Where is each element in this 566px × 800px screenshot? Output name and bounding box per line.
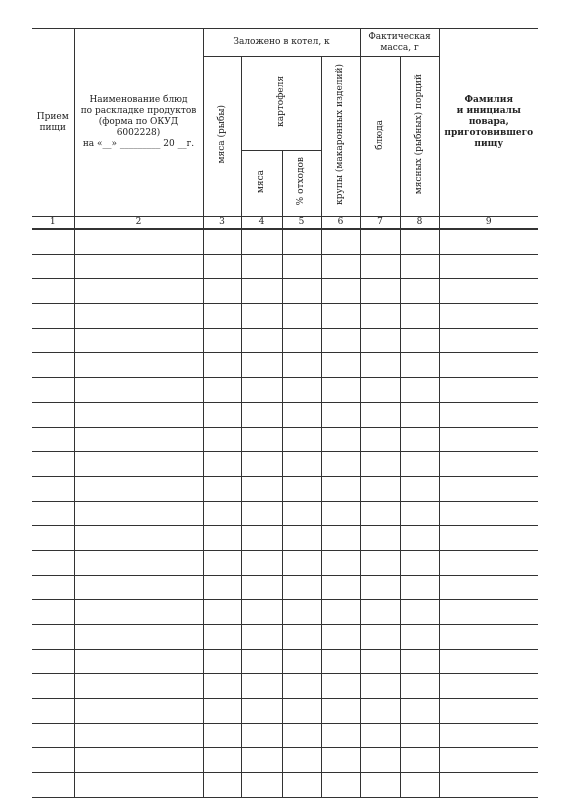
- table-cell-col-2[interactable]: [74, 649, 203, 674]
- header-meal-label: Прием пищи: [36, 111, 69, 133]
- header-cook-line5: пищу: [474, 139, 504, 149]
- table-cell-col-8[interactable]: [400, 649, 439, 674]
- header-laid-group: [203, 29, 360, 57]
- table-cell-col-7[interactable]: [360, 649, 400, 674]
- table-cell-col-2[interactable]: [74, 353, 203, 378]
- table-cell-col-2[interactable]: [74, 427, 203, 452]
- table-cell-col-2[interactable]: [74, 378, 203, 403]
- table-cell-col-6[interactable]: [321, 229, 360, 254]
- table-cell-col-8[interactable]: [400, 229, 439, 254]
- table-row: [32, 773, 538, 798]
- table-cell-col-3[interactable]: [203, 378, 241, 403]
- table-row: [32, 452, 538, 477]
- table-cell-col-1[interactable]: [32, 625, 74, 650]
- table-cell-col-1[interactable]: [32, 550, 74, 575]
- table-cell-col-5[interactable]: [282, 328, 321, 353]
- table-cell-col-7[interactable]: [360, 550, 400, 575]
- header-actual-line1: Фактическая: [368, 31, 431, 42]
- table-cell-col-8[interactable]: [400, 476, 439, 501]
- table-cell-col-1[interactable]: [32, 229, 74, 254]
- table-cell-col-1[interactable]: [32, 526, 74, 551]
- table-cell-col-4[interactable]: [241, 229, 282, 254]
- table-cell-col-5[interactable]: [282, 699, 321, 724]
- header-cook-line2: и инициалы: [456, 106, 521, 116]
- table-cell-col-8[interactable]: [400, 402, 439, 427]
- header-meat-fish-label: мяса (рыбы): [216, 105, 227, 164]
- table-cell-col-9[interactable]: [439, 501, 538, 526]
- table-cell-col-9[interactable]: [439, 476, 538, 501]
- table-cell-col-6[interactable]: [321, 625, 360, 650]
- header-potatoes: [241, 57, 321, 151]
- table-cell-col-7[interactable]: [360, 501, 400, 526]
- table-cell-col-9[interactable]: [439, 452, 538, 477]
- table-cell-col-4[interactable]: [241, 378, 282, 403]
- table-cell-col-3[interactable]: [203, 600, 241, 625]
- table-row: [32, 625, 538, 650]
- table-cell-col-3[interactable]: [203, 452, 241, 477]
- table-cell-col-4[interactable]: [241, 304, 282, 329]
- table-cell-col-3[interactable]: [203, 476, 241, 501]
- table-cell-col-4[interactable]: [241, 254, 282, 279]
- table-row: [32, 501, 538, 526]
- table-cell-col-2[interactable]: [74, 600, 203, 625]
- table-cell-col-5[interactable]: [282, 773, 321, 798]
- table-cell-col-3[interactable]: [203, 353, 241, 378]
- header-dish-name-line1: Наименование блюд: [89, 95, 188, 105]
- table-cell-col-3[interactable]: [203, 526, 241, 551]
- table-cell-col-7[interactable]: [360, 625, 400, 650]
- table-cell-col-5[interactable]: [282, 600, 321, 625]
- table-cell-col-6[interactable]: [321, 279, 360, 304]
- table-cell-col-7[interactable]: [360, 699, 400, 724]
- table-cell-col-9[interactable]: [439, 229, 538, 254]
- table-cell-col-7[interactable]: [360, 476, 400, 501]
- table-cell-col-4[interactable]: [241, 748, 282, 773]
- table-cell-col-1[interactable]: [32, 575, 74, 600]
- table-cell-col-5[interactable]: [282, 353, 321, 378]
- table-cell-col-5[interactable]: [282, 674, 321, 699]
- header-potatoes-waste-label: % отходов: [296, 157, 306, 206]
- table-row: [32, 674, 538, 699]
- table-cell-col-1[interactable]: [32, 328, 74, 353]
- table-cell-col-2[interactable]: [74, 674, 203, 699]
- table-cell-col-1[interactable]: [32, 402, 74, 427]
- table-cell-col-6[interactable]: [321, 748, 360, 773]
- journal-form: [32, 28, 538, 798]
- table-row: [32, 723, 538, 748]
- table-cell-col-4[interactable]: [241, 526, 282, 551]
- table-cell-col-9[interactable]: [439, 575, 538, 600]
- table-cell-col-5[interactable]: [282, 427, 321, 452]
- header-cook-line3: повара,: [468, 117, 509, 127]
- table-cell-col-6[interactable]: [321, 353, 360, 378]
- table-cell-col-3[interactable]: [203, 723, 241, 748]
- header-meal: [32, 29, 74, 217]
- table-cell-col-1[interactable]: [32, 476, 74, 501]
- table-cell-col-8[interactable]: [400, 427, 439, 452]
- table-cell-col-6[interactable]: [321, 575, 360, 600]
- table-cell-col-8[interactable]: [400, 501, 439, 526]
- table-cell-col-9[interactable]: [439, 353, 538, 378]
- table-cell-col-4[interactable]: [241, 575, 282, 600]
- table-cell-col-2[interactable]: [74, 575, 203, 600]
- header-row-1: [32, 29, 538, 57]
- table-row: [32, 699, 538, 724]
- table-cell-col-1[interactable]: [32, 452, 74, 477]
- table-cell-col-7[interactable]: [360, 575, 400, 600]
- table-cell-col-5[interactable]: [282, 550, 321, 575]
- table-cell-col-1[interactable]: [32, 378, 74, 403]
- table-cell-col-1[interactable]: [32, 649, 74, 674]
- table-cell-col-1[interactable]: [32, 600, 74, 625]
- table-cell-col-4[interactable]: [241, 600, 282, 625]
- table-cell-col-4[interactable]: [241, 649, 282, 674]
- table-cell-col-6[interactable]: [321, 254, 360, 279]
- table-cell-col-1[interactable]: [32, 674, 74, 699]
- table-cell-col-1[interactable]: [32, 427, 74, 452]
- header-meat-fish: [203, 57, 241, 217]
- table-row: [32, 550, 538, 575]
- column-number-3: 3: [203, 217, 241, 230]
- table-cell-col-5[interactable]: [282, 748, 321, 773]
- header-potatoes-label: картофеля: [275, 76, 286, 127]
- table-cell-col-8[interactable]: [400, 254, 439, 279]
- header-cereals: [321, 57, 360, 217]
- table-cell-col-5[interactable]: [282, 254, 321, 279]
- table-cell-col-2[interactable]: [74, 625, 203, 650]
- header-portions: [400, 57, 439, 217]
- table-cell-col-1[interactable]: [32, 723, 74, 748]
- table-cell-col-9[interactable]: [439, 402, 538, 427]
- table-cell-col-8[interactable]: [400, 625, 439, 650]
- table-cell-col-8[interactable]: [400, 328, 439, 353]
- table-row: [32, 353, 538, 378]
- table-cell-col-4[interactable]: [241, 723, 282, 748]
- table-cell-col-7[interactable]: [360, 748, 400, 773]
- table-cell-col-6[interactable]: [321, 773, 360, 798]
- table-cell-col-9[interactable]: [439, 279, 538, 304]
- table-cell-col-7[interactable]: [360, 723, 400, 748]
- table-cell-col-7[interactable]: [360, 452, 400, 477]
- header-actual-group: [360, 29, 439, 57]
- table-cell-col-3[interactable]: [203, 550, 241, 575]
- table-cell-col-3[interactable]: [203, 304, 241, 329]
- table-cell-col-7[interactable]: [360, 402, 400, 427]
- table-cell-col-1[interactable]: [32, 353, 74, 378]
- table-cell-col-5[interactable]: [282, 575, 321, 600]
- table-cell-col-3[interactable]: [203, 254, 241, 279]
- header-potatoes-meat-label: мяса: [256, 169, 266, 194]
- table-cell-col-3[interactable]: [203, 575, 241, 600]
- table-cell-col-5[interactable]: [282, 304, 321, 329]
- table-row: [32, 748, 538, 773]
- table-cell-col-9[interactable]: [439, 723, 538, 748]
- table-cell-col-9[interactable]: [439, 304, 538, 329]
- table-cell-col-7[interactable]: [360, 674, 400, 699]
- table-row: [32, 304, 538, 329]
- table-cell-col-2[interactable]: [74, 254, 203, 279]
- table-cell-col-4[interactable]: [241, 550, 282, 575]
- table-cell-col-8[interactable]: [400, 773, 439, 798]
- header-cook: [439, 29, 538, 217]
- table-cell-col-2[interactable]: [74, 501, 203, 526]
- table-cell-col-6[interactable]: [321, 674, 360, 699]
- column-number-7: 7: [360, 217, 400, 230]
- table-cell-col-9[interactable]: [439, 254, 538, 279]
- table-cell-col-2[interactable]: [74, 526, 203, 551]
- table-cell-col-9[interactable]: [439, 649, 538, 674]
- header-portions-label: мясных (рыбных) порций: [414, 74, 425, 195]
- table-cell-col-6[interactable]: [321, 723, 360, 748]
- table-cell-col-9[interactable]: [439, 625, 538, 650]
- table-cell-col-4[interactable]: [241, 625, 282, 650]
- table-cell-col-6[interactable]: [321, 452, 360, 477]
- table-cell-col-3[interactable]: [203, 625, 241, 650]
- table-cell-col-4[interactable]: [241, 501, 282, 526]
- table-cell-col-8[interactable]: [400, 304, 439, 329]
- table-cell-col-4[interactable]: [241, 476, 282, 501]
- table-cell-col-4[interactable]: [241, 402, 282, 427]
- table-cell-col-8[interactable]: [400, 723, 439, 748]
- table-cell-col-9[interactable]: [439, 748, 538, 773]
- table-cell-col-4[interactable]: [241, 328, 282, 353]
- table-cell-col-1[interactable]: [32, 773, 74, 798]
- table-row: [32, 279, 538, 304]
- table-cell-col-7[interactable]: [360, 304, 400, 329]
- table-cell-col-6[interactable]: [321, 304, 360, 329]
- table-cell-col-5[interactable]: [282, 649, 321, 674]
- table-cell-col-6[interactable]: [321, 328, 360, 353]
- table-cell-col-6[interactable]: [321, 427, 360, 452]
- table-row: [32, 328, 538, 353]
- header-cereals-label: крупы (макаронных изделий): [335, 64, 346, 205]
- header-potatoes-waste: [282, 151, 321, 217]
- table-cell-col-9[interactable]: [439, 550, 538, 575]
- table-cell-col-8[interactable]: [400, 452, 439, 477]
- table-cell-col-2[interactable]: [74, 723, 203, 748]
- table-cell-col-6[interactable]: [321, 649, 360, 674]
- table-row: [32, 600, 538, 625]
- header-cook-line4: приготовившего: [444, 128, 534, 138]
- table-cell-col-3[interactable]: [203, 699, 241, 724]
- table-cell-col-4[interactable]: [241, 773, 282, 798]
- table-cell-col-6[interactable]: [321, 699, 360, 724]
- table-cell-col-7[interactable]: [360, 279, 400, 304]
- table-cell-col-1[interactable]: [32, 279, 74, 304]
- table-cell-col-9[interactable]: [439, 600, 538, 625]
- table-cell-col-9[interactable]: [439, 427, 538, 452]
- table-cell-col-7[interactable]: [360, 600, 400, 625]
- header-laid-group-label: Заложено в котел, к: [233, 37, 330, 47]
- table-cell-col-5[interactable]: [282, 526, 321, 551]
- table-cell-col-7[interactable]: [360, 526, 400, 551]
- table-cell-col-4[interactable]: [241, 427, 282, 452]
- table-cell-col-2[interactable]: [74, 699, 203, 724]
- table-cell-col-3[interactable]: [203, 501, 241, 526]
- header-cook-line1: Фамилия: [464, 95, 514, 105]
- header-dish: [360, 57, 400, 217]
- table-cell-col-4[interactable]: [241, 353, 282, 378]
- table-cell-col-2[interactable]: [74, 748, 203, 773]
- table-row: [32, 427, 538, 452]
- header-dish-name-line3: (форма по ОКУД 6002228): [98, 117, 179, 138]
- table-cell-col-4[interactable]: [241, 279, 282, 304]
- table-cell-col-9[interactable]: [439, 699, 538, 724]
- table-cell-col-3[interactable]: [203, 649, 241, 674]
- table-cell-col-6[interactable]: [321, 378, 360, 403]
- table-cell-col-6[interactable]: [321, 476, 360, 501]
- table-cell-col-3[interactable]: [203, 328, 241, 353]
- table-cell-col-3[interactable]: [203, 773, 241, 798]
- column-number-4: 4: [241, 217, 282, 230]
- table-cell-col-6[interactable]: [321, 550, 360, 575]
- table-cell-col-6[interactable]: [321, 526, 360, 551]
- table-cell-col-8[interactable]: [400, 353, 439, 378]
- table-cell-col-8[interactable]: [400, 526, 439, 551]
- table-cell-col-5[interactable]: [282, 402, 321, 427]
- column-number-5: 5: [282, 217, 321, 230]
- table-cell-col-5[interactable]: [282, 279, 321, 304]
- table-row: [32, 254, 538, 279]
- table-row: [32, 649, 538, 674]
- table-cell-col-6[interactable]: [321, 501, 360, 526]
- table-cell-col-2[interactable]: [74, 402, 203, 427]
- table-cell-col-8[interactable]: [400, 550, 439, 575]
- table-cell-col-2[interactable]: [74, 550, 203, 575]
- table-cell-col-4[interactable]: [241, 674, 282, 699]
- table-row: [32, 378, 538, 403]
- table-cell-col-1[interactable]: [32, 748, 74, 773]
- table-cell-col-3[interactable]: [203, 674, 241, 699]
- column-number-9: 9: [439, 217, 538, 230]
- column-number-2: 2: [74, 217, 203, 230]
- table-cell-col-7[interactable]: [360, 254, 400, 279]
- table-cell-col-1[interactable]: [32, 254, 74, 279]
- table-cell-col-3[interactable]: [203, 279, 241, 304]
- column-number-1: 1: [32, 217, 74, 230]
- table-cell-col-5[interactable]: [282, 476, 321, 501]
- table-cell-col-4[interactable]: [241, 452, 282, 477]
- table-cell-col-5[interactable]: [282, 229, 321, 254]
- table-cell-col-7[interactable]: [360, 229, 400, 254]
- table-cell-col-8[interactable]: [400, 699, 439, 724]
- table-cell-col-5[interactable]: [282, 378, 321, 403]
- column-numbers-row: [32, 217, 538, 230]
- table-cell-col-9[interactable]: [439, 526, 538, 551]
- table-cell-col-9[interactable]: [439, 378, 538, 403]
- column-number-8: 8: [400, 217, 439, 230]
- table-cell-col-3[interactable]: [203, 748, 241, 773]
- table-cell-col-3[interactable]: [203, 229, 241, 254]
- table-cell-col-5[interactable]: [282, 723, 321, 748]
- table-cell-col-8[interactable]: [400, 600, 439, 625]
- table-cell-col-2[interactable]: [74, 476, 203, 501]
- table-cell-col-7[interactable]: [360, 378, 400, 403]
- table-cell-col-8[interactable]: [400, 378, 439, 403]
- header-dish-label: блюда: [374, 119, 385, 150]
- header-dish-name-line4: на «__» _________ 20 __г.: [82, 139, 195, 149]
- table-cell-col-7[interactable]: [360, 427, 400, 452]
- table-cell-col-1[interactable]: [32, 699, 74, 724]
- column-number-6: 6: [321, 217, 360, 230]
- table-cell-col-7[interactable]: [360, 328, 400, 353]
- table-cell-col-2[interactable]: [74, 279, 203, 304]
- table-cell-col-8[interactable]: [400, 279, 439, 304]
- table-row: [32, 229, 538, 254]
- table-cell-col-2[interactable]: [74, 229, 203, 254]
- table-row: [32, 402, 538, 427]
- table-cell-col-7[interactable]: [360, 353, 400, 378]
- table-cell-col-1[interactable]: [32, 304, 74, 329]
- table-cell-col-8[interactable]: [400, 575, 439, 600]
- table-cell-col-6[interactable]: [321, 600, 360, 625]
- table-cell-col-3[interactable]: [203, 427, 241, 452]
- table-cell-col-2[interactable]: [74, 304, 203, 329]
- table-cell-col-5[interactable]: [282, 501, 321, 526]
- table-row: [32, 575, 538, 600]
- table-cell-col-2[interactable]: [74, 328, 203, 353]
- table-cell-col-4[interactable]: [241, 699, 282, 724]
- table-cell-col-3[interactable]: [203, 402, 241, 427]
- table-cell-col-2[interactable]: [74, 773, 203, 798]
- table-row: [32, 476, 538, 501]
- table-cell-col-1[interactable]: [32, 501, 74, 526]
- journal-table: [32, 28, 538, 798]
- table-cell-col-7[interactable]: [360, 773, 400, 798]
- table-row: [32, 526, 538, 551]
- table-cell-col-5[interactable]: [282, 452, 321, 477]
- table-cell-col-8[interactable]: [400, 674, 439, 699]
- header-dish-name: [74, 29, 203, 217]
- header-actual-line2: масса, г: [380, 42, 419, 53]
- table-cell-col-9[interactable]: [439, 773, 538, 798]
- table-cell-col-8[interactable]: [400, 748, 439, 773]
- table-cell-col-6[interactable]: [321, 402, 360, 427]
- header-potatoes-meat: [241, 151, 282, 217]
- table-cell-col-5[interactable]: [282, 625, 321, 650]
- table-cell-col-2[interactable]: [74, 452, 203, 477]
- table-cell-col-9[interactable]: [439, 328, 538, 353]
- header-dish-name-line2: по раскладке продуктов: [80, 106, 197, 116]
- table-cell-col-9[interactable]: [439, 674, 538, 699]
